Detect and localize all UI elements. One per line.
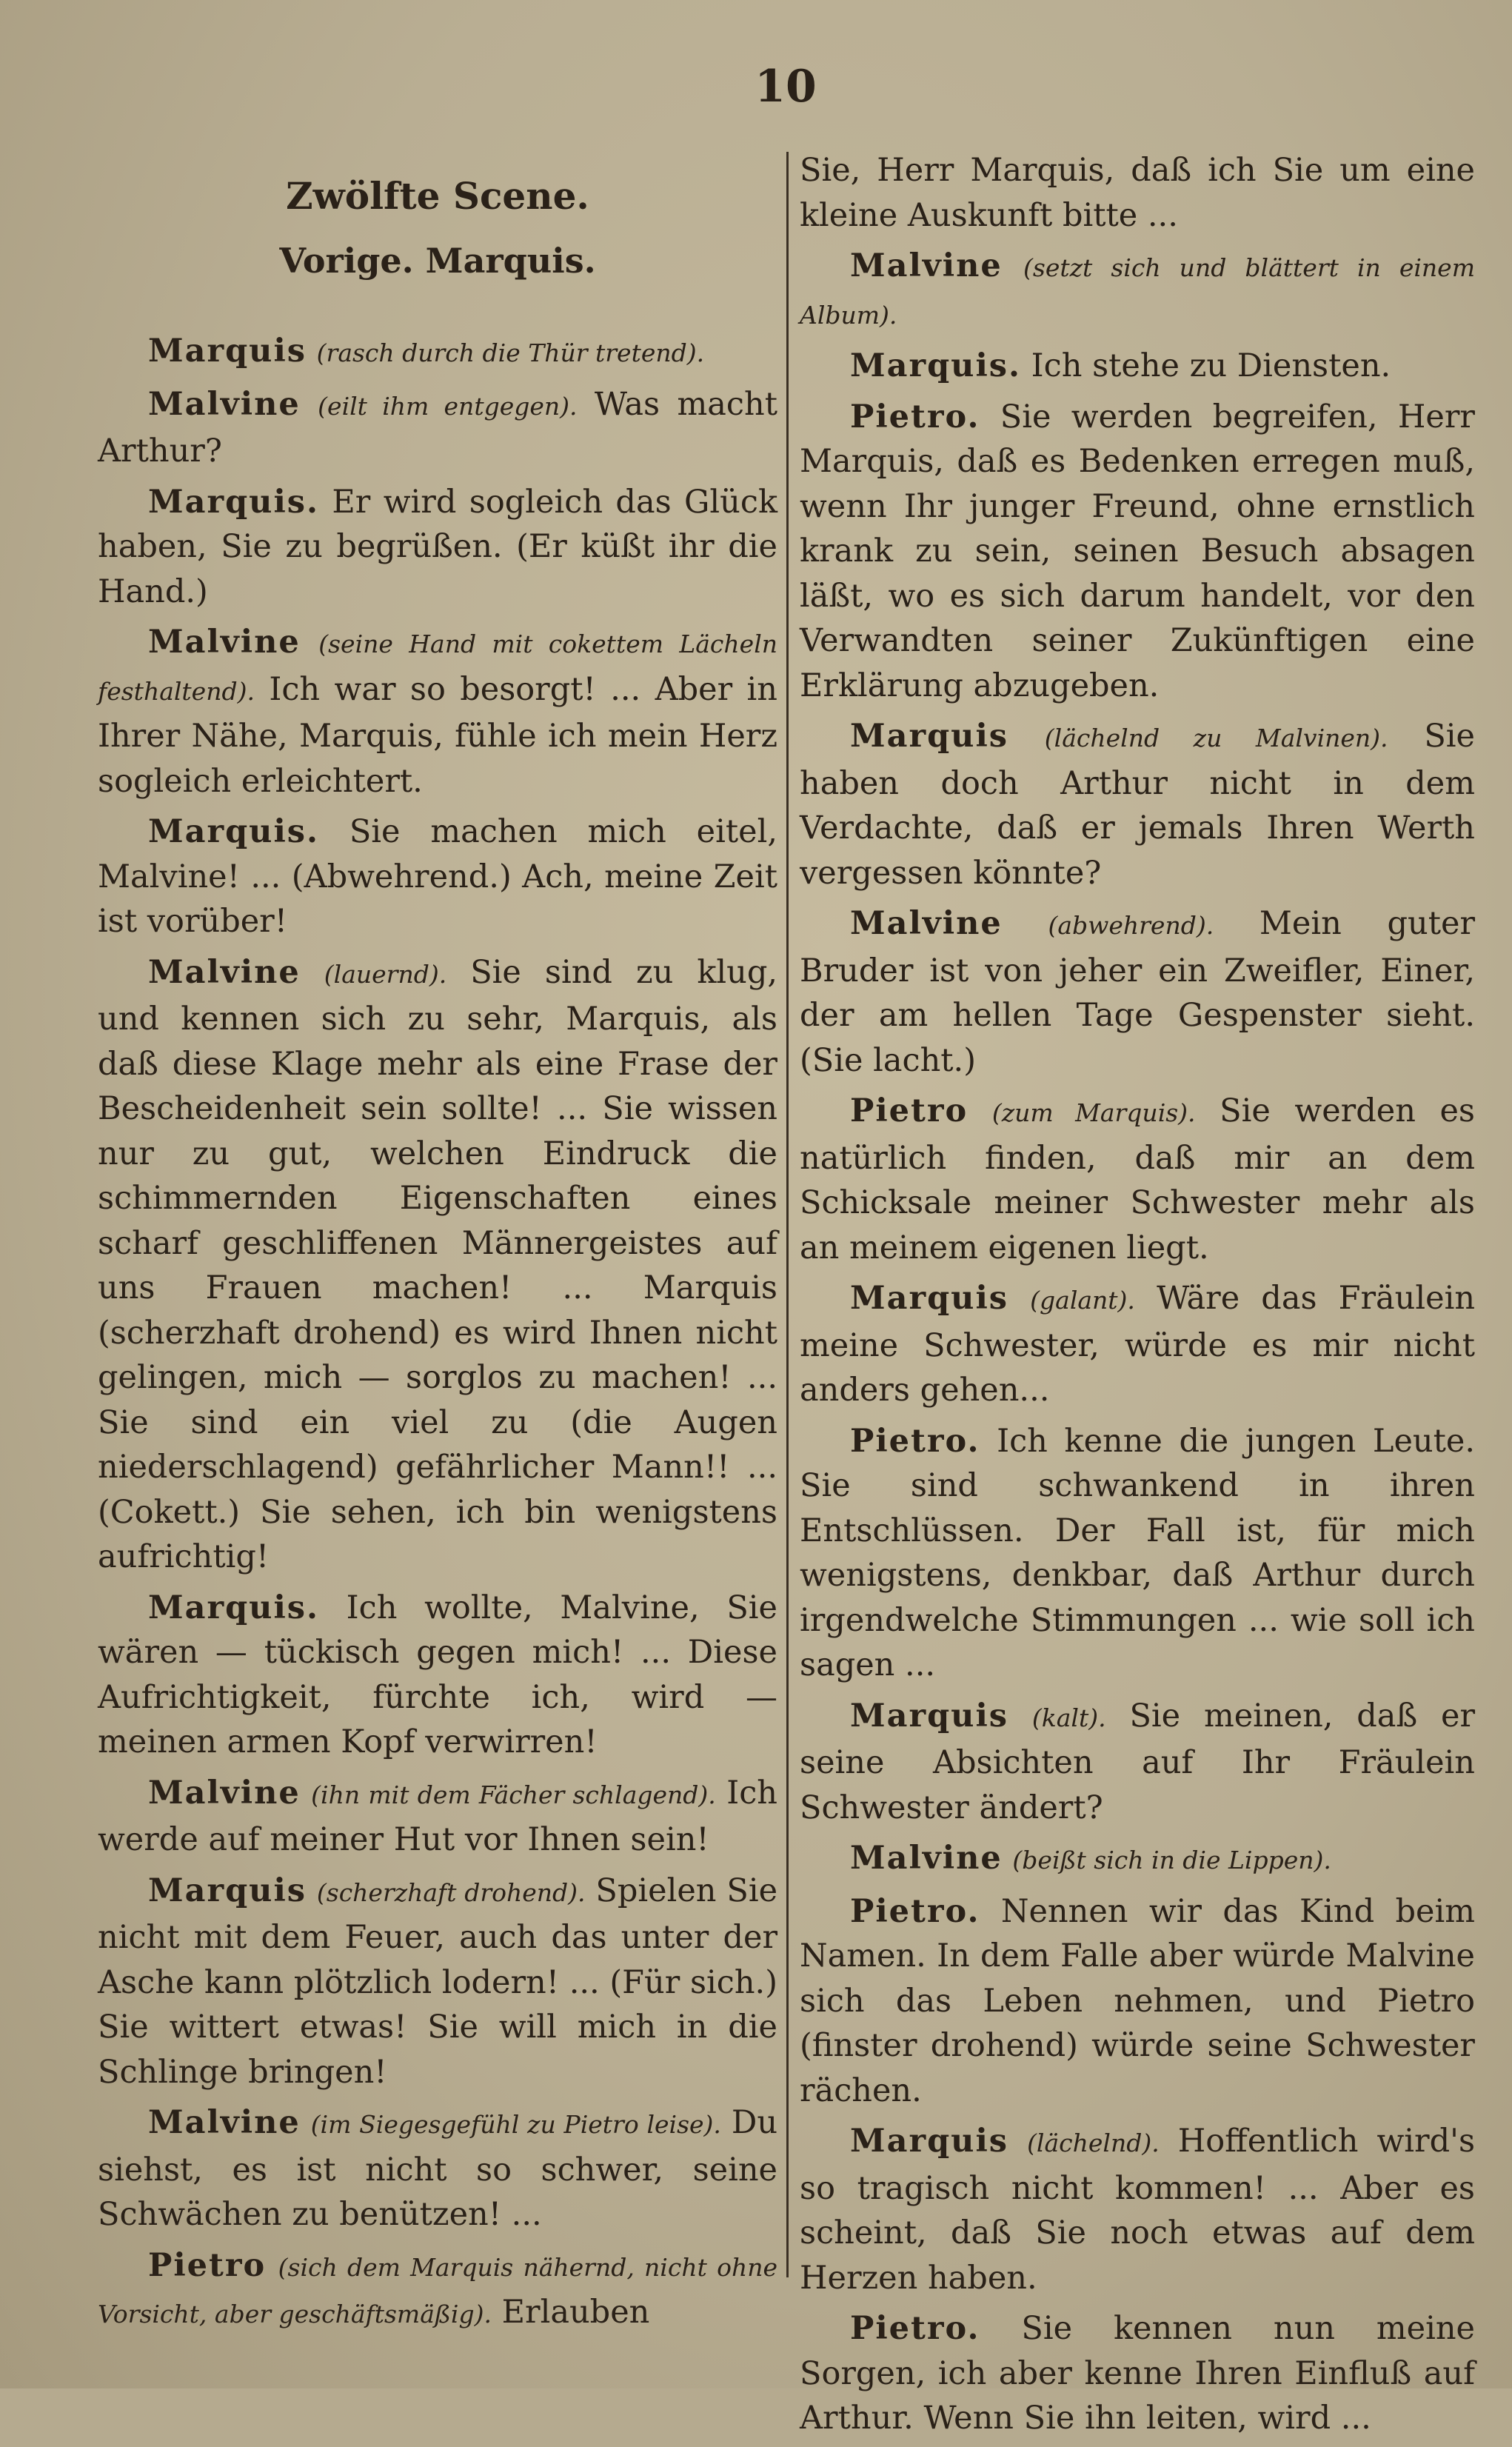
stage-direction: (kalt). [1031,1703,1106,1732]
dialogue-paragraph [98,620,777,804]
dialogue-paragraph [800,1089,1475,1270]
dialogue-paragraph [800,1694,1475,1831]
dialogue-paragraph [98,1586,777,1765]
dialogue-text: Sie sind zu klug, und kennen sich zu sehr, Marquis, als daß diese Klage mehr als eine Frase der Bescheidenheit sein sollte! ... Sie wissen nur zu gut, welchen Eindruck die schimmernden Eigenschaften eines scharf geschliffenen Männergeistes auf uns Frauen machen! ... Marquis (scherzhaft drohend) es wird Ihnen nicht gelingen, mich — sorglos zu machen! ... Sie sind ein viel zu (die Augen niederschlagend) gefährlicher Mann!! ... (Cokett.) Sie sehen, ich bin wenigstens aufrichtig! [98,953,778,1575]
dialogue-text: Hoffentlich wird's so tragisch nicht kommen! ... Aber es scheint, daß Sie noch etwas auf dem Herzen haben. [800,2123,1476,2297]
dialogue-text: Erlauben [501,2294,650,2331]
page-number: 10 [755,61,817,113]
right-column-body [800,148,1475,2441]
dialogue-paragraph [800,2119,1475,2300]
speaker-name: Pietro [148,2246,267,2284]
speaker-name: Marquis. [850,347,1021,384]
speaker-name: Pietro. [850,1422,980,1460]
dialogue-paragraph [98,809,777,944]
stage-direction: (im Siegesgefühl zu Pietro leise). [310,2110,721,2139]
speaker-name: Marquis [850,1280,1008,1317]
scene-cast: Vorige. Marquis. [279,241,596,281]
speaker-name: Marquis [148,1872,307,1909]
speaker-name: Malvine [850,1840,1003,1877]
dialogue-text: Sie meinen, daß er seine Absichten auf Ihr Fräulein Schwester ändert? [800,1697,1476,1826]
speaker-name: Marquis. [148,483,319,521]
dialogue-paragraph [98,382,777,474]
dialogue-text: Er wird sogleich das Glück haben, Sie zu begrüßen. (Er küßt ihr die Hand.) [98,483,777,610]
dialogue-text: Ich wollte, Malvine, Sie wären — tückisch gegen mich! ... Diese Aufrichtigkeit, fürchte ich, wird — meinen armen Kopf verwirren! [98,1589,777,1760]
column-divider [786,152,789,2277]
stage-direction: (sich dem Marquis nähernd, nicht ohne Vorsicht, aber geschäftsmäßig). [98,2252,777,2329]
speaker-name: Malvine [148,385,301,423]
dialogue-paragraph [800,1276,1475,1413]
dialogue-paragraph [800,2306,1475,2441]
dialogue-paragraph [800,148,1475,238]
dialogue-text: Sie werden es natürlich finden, daß mir an dem Schicksale meiner Schwester mehr als an meinem eigenen liegt. [800,1092,1476,1266]
dialogue-paragraph [800,1836,1475,1883]
dialogue-paragraph [98,2100,777,2237]
stage-direction: (scherzhaft drohend). [316,1877,586,1907]
stage-direction: (rasch durch die Thür tretend). [316,338,705,367]
dialogue-text: Mein guter Bruder ist von jeher ein Zweifler, Einer, der am hellen Tage Gespenster sieht. (Sie lacht.) [800,905,1476,1079]
stage-direction: (ihn mit dem Fächer schlagend). [311,1780,716,1809]
speaker-name: Malvine [148,624,301,661]
speaker-name: Marquis. [148,1589,319,1626]
speaker-name: Malvine [850,247,1003,284]
right-column [800,148,1475,2447]
dialogue-paragraph [98,2243,777,2337]
scene-heading: Zwölfte Scene. [286,174,589,218]
dialogue-text: Sie haben doch Arthur nicht in dem Verdachte, daß er jemals Ihren Werth vergessen könnte? [800,718,1475,892]
dialogue-text: Sie werden begreifen, Herr Marquis, daß es Bedenken erregen muß, wenn Ihr junger Freund, ohne ernstlich krank zu sein, seinen Besuch absagen läßt, wo es sich darum handelt, vor den Verwandten seiner Zukünftigen eine Erklärung abzugeben. [800,398,1475,704]
dialogue-paragraph [98,950,777,1580]
dialogue-text: Sie, Herr Marquis, daß ich Sie um eine kleine Auskunft bitte ... [800,152,1475,234]
speaker-name: Malvine [148,1774,301,1812]
dialogue-text: Sie machen mich eitel, Malvine! ... (Abwehrend.) Ach, meine Zeit ist vorüber! [98,813,777,940]
dialogue-paragraph [800,1889,1475,2114]
speaker-name: Malvine [148,2104,301,2141]
dialogue-text: Ich stehe zu Diensten. [1031,347,1391,384]
dialogue-paragraph [800,1419,1475,1688]
speaker-name: Marquis [850,1697,1008,1735]
stage-direction: (lächelnd zu Malvinen). [1044,724,1388,752]
stage-direction: (galant). [1030,1286,1135,1315]
speaker-name: Marquis. [148,813,319,850]
stage-direction: (lächelnd). [1027,2129,1160,2157]
stage-direction: (beißt sich in die Lippen). [1012,1846,1331,1875]
dialogue-text: Ich werde auf meiner Hut vor Ihnen sein! [98,1774,777,1858]
stage-direction: (abwehrend). [1048,911,1214,940]
dialogue-text: Was macht Arthur? [98,385,777,470]
dialogue-paragraph [800,901,1475,1083]
dialogue-text: Wäre das Fräulein meine Schwester, würde es mir nicht anders gehen... [800,1280,1476,1409]
stage-direction: (zum Marquis). [991,1098,1196,1127]
stage-direction: (setzt sich und blättert in einem Album). [800,253,1475,330]
dialogue-paragraph [800,244,1475,338]
dialogue-text: Ich kenne die jungen Leute. Sie sind schwankend in ihren Entschlüssen. Der Fall ist, für mich wenigstens, denkbar, daß Arthur durch irgendwelche Stimmungen ... wie soll ich sagen ... [800,1422,1476,1683]
speaker-name: Malvine [148,953,301,991]
speaker-name: Pietro. [850,1892,980,1930]
dialogue-text: Spielen Sie nicht mit dem Feuer, auch das unter der Asche kann plötzlich lodern! ... (Für sich.) Sie wittert etwas! Sie will mich in die Schlinge bringen! [98,1872,778,2091]
stage-direction: (lauernd). [324,959,447,989]
left-column [98,148,777,2343]
speaker-name: Pietro [850,1092,969,1129]
left-column-body [98,329,777,2337]
speaker-name: Malvine [850,905,1003,942]
speaker-name: Marquis [148,333,307,370]
dialogue-paragraph [98,480,777,615]
dialogue-paragraph [800,714,1475,895]
dialogue-paragraph [98,329,777,376]
dialogue-text: Nennen wir das Kind beim Namen. In dem Falle aber würde Malvine sich das Leben nehmen, und Pietro (finster drohend) würde seine Schwester rächen. [800,1892,1475,2109]
stage-direction: (seine Hand mit cokettem Lächeln festhaltend). [98,630,778,706]
speaker-name: Marquis [850,2123,1008,2160]
dialogue-paragraph [800,344,1475,389]
speaker-name: Pietro. [850,2310,980,2347]
dialogue-text: Sie kennen nun meine Sorgen, ich aber kenne Ihren Einfluß auf Arthur. Wenn Sie ihn leiten, wird ... [800,2310,1475,2437]
dialogue-paragraph [98,1771,777,1863]
dialogue-paragraph [800,395,1475,709]
dialogue-paragraph [98,1869,777,2095]
speaker-name: Marquis [850,718,1008,755]
dialogue-text: Ich war so besorgt! ... Aber in Ihrer Nähe, Marquis, fühle ich mein Herz sogleich erleichtert. [98,670,777,800]
dialogue-text: Du siehst, es ist nicht so schwer, seine Schwächen zu benützen! ... [98,2104,778,2233]
stage-direction: (eilt ihm entgegen). [318,391,578,421]
speaker-name: Pietro. [850,398,980,435]
